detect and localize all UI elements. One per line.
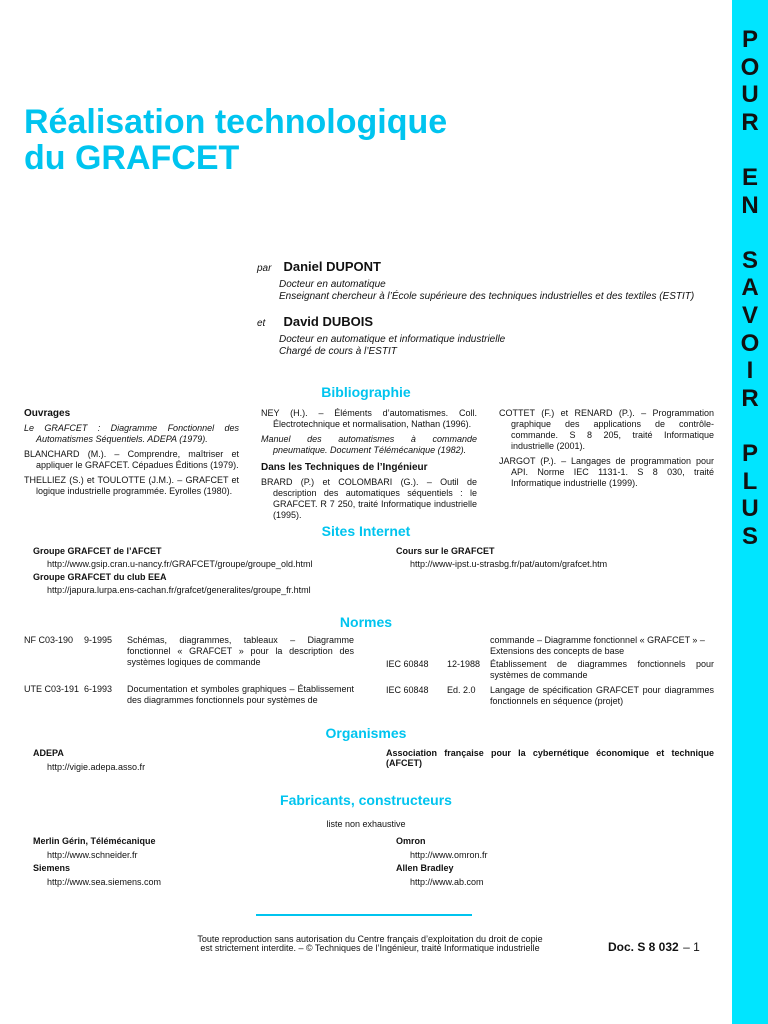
sidebar-letter: P xyxy=(741,440,758,467)
organisme-left xyxy=(33,748,363,772)
norme-text: Établissement de diagrammes fonctionnels pour systèmes de commande xyxy=(490,659,714,680)
biblio-entry: BLANCHARD (M.). – Comprendre, maîtriser et appliquer le GRAFCET. Cépadues Éditions (1979). xyxy=(24,449,239,470)
section-heading-normes: Normes xyxy=(339,614,393,630)
page-title: Réalisation technologique du GRAFCET xyxy=(24,103,448,177)
norme-code: NF C03-190 xyxy=(24,635,74,645)
norme-date: 9-1995 xyxy=(84,635,113,645)
biblio-entry: Manuel des automatismes à commande pneumatique. Document Télémécanique (1982). xyxy=(261,434,477,455)
sidebar-letter: A xyxy=(741,274,759,302)
biblio-subheading: Dans les Techniques de l’Ingénieur xyxy=(261,462,428,473)
fabricant-link[interactable]: http://www.sea.siemens.com xyxy=(47,877,162,887)
footer-copyright xyxy=(150,935,590,953)
author-desc: Docteur en automatique xyxy=(279,279,386,290)
footer-line: est strictement interdite. – © Techniques de l’Ingénieur, traité Informatique industrielle xyxy=(200,943,540,953)
author-block-1 xyxy=(257,258,717,303)
author-desc: Enseignant chercheur à l’École supérieure des techniques industrielles et des textiles (ESTIT) xyxy=(279,291,695,302)
fabricant-name: Merlin Gérin, Télémécanique xyxy=(33,836,156,846)
norme-code: UTE C03-191 xyxy=(24,684,80,694)
norme-date: Ed. 2.0 xyxy=(447,685,476,695)
norme-text: Langage de spécification GRAFCET pour diagrammes fonctionnels en séquence (projet) xyxy=(490,685,714,706)
sidebar-letter: R xyxy=(741,384,759,412)
author-block-2 xyxy=(257,313,717,358)
doc-reference xyxy=(608,938,724,956)
author-name: Daniel DUPONT xyxy=(283,259,381,274)
sites-right xyxy=(396,546,716,569)
biblio-column-2 xyxy=(261,408,477,525)
organisme-link[interactable]: http://vigie.adepa.asso.fr xyxy=(47,762,146,772)
sidebar-pour-en-savoir-plus xyxy=(732,0,768,1024)
fabricant-name: Allen Bradley xyxy=(396,863,454,873)
sidebar-letter: O xyxy=(740,53,760,81)
site-name: Groupe GRAFCET du club EEA xyxy=(33,572,167,582)
norme-text: Schémas, diagrammes, tableaux – Diagramme fonctionnel « GRAFCET » pour la description des systèmes logiques de commande xyxy=(127,635,354,667)
site-link[interactable]: http://www.gsip.cran.u-nancy.fr/GRAFCET/groupe/groupe_old.html xyxy=(47,559,313,569)
biblio-subheading: Ouvrages xyxy=(24,408,71,419)
site-name: Cours sur le GRAFCET xyxy=(396,546,495,556)
sidebar-letter: O xyxy=(740,329,760,357)
organisme-name: Association française pour la cybernétique économique et technique (AFCET) xyxy=(386,748,714,768)
fabricant-link[interactable]: http://www.schneider.fr xyxy=(47,850,138,860)
fabricants-left xyxy=(33,836,363,887)
section-heading-fabricants: Fabricants, constructeurs xyxy=(280,792,452,808)
organisme-right xyxy=(386,748,714,768)
norme-row xyxy=(24,635,354,668)
norme-row xyxy=(386,635,714,657)
author-desc: Chargé de cours à l’ESTIT xyxy=(279,346,397,357)
page-number: – 1 xyxy=(683,940,700,954)
sidebar-letter: S xyxy=(741,246,758,274)
fabricant-link[interactable]: http://www.ab.com xyxy=(410,877,484,887)
norme-row xyxy=(386,685,714,707)
doc-number: Doc. S 8 032 xyxy=(608,940,679,954)
fabricants-note: liste non exhaustive xyxy=(326,819,406,829)
fabricant-name: Omron xyxy=(396,836,426,846)
site-link[interactable]: http://www-ipst.u-strasbg.fr/pat/autom/grafcet.htm xyxy=(410,559,608,569)
biblio-column-3 xyxy=(499,408,714,493)
author-prefix: par xyxy=(257,263,272,274)
norme-text: commande – Diagramme fonctionnel « GRAFCET » – Extensions des concepts de base xyxy=(490,635,705,656)
biblio-entry: NEY (H.). – Éléments d’automatismes. Coll. Électrotechnique et normalisation, Nathan (1996). xyxy=(261,408,477,429)
sidebar-letter: R xyxy=(741,108,759,136)
fabricant-name: Siemens xyxy=(33,863,71,873)
section-heading-bibliographie: Bibliographie xyxy=(321,384,411,400)
biblio-entry: Le GRAFCET : Diagramme Fonctionnel des Automatismes Séquentiels. ADEPA (1979). xyxy=(24,423,239,444)
norme-code: IEC 60848 xyxy=(386,659,429,669)
biblio-entry: BRARD (P.) et COLOMBARI (G.). – Outil de description des automatiques séquentiels : le GRAFCET. R 7 250, traité Informatique industrielle (1995). xyxy=(261,477,477,520)
author-name: David DUBOIS xyxy=(283,314,374,329)
norme-text: Documentation et symboles graphiques – Établissement des diagrammes fonctionnels pour systèmes de xyxy=(127,684,354,705)
sidebar-letter: E xyxy=(741,164,758,191)
sidebar-letter: I xyxy=(746,357,754,385)
sidebar-letter: L xyxy=(742,467,758,495)
author-prefix: et xyxy=(257,318,266,329)
biblio-entry: COTTET (F.) et RENARD (P.). – Programmation graphique des applications de contrôle-commande. S 8 205, traité Informatique industrielle (2001). xyxy=(499,408,714,451)
biblio-entry: JARGOT (P.). – Langages de programmation pour API. Norme IEC 1131-1. S 8 030, traité Informatique industrielle (1999). xyxy=(499,456,714,488)
norme-date: 12-1988 xyxy=(447,659,481,669)
section-heading-organismes: Organismes xyxy=(325,725,407,741)
sidebar-letter: U xyxy=(741,495,759,523)
fabricant-link[interactable]: http://www.omron.fr xyxy=(410,850,488,860)
sites-left xyxy=(33,546,373,595)
biblio-column-1 xyxy=(24,408,239,501)
footer-line: Toute reproduction sans autorisation du Centre français d’exploitation du droit de copie xyxy=(197,934,543,944)
author-desc: Docteur en automatique et informatique industrielle xyxy=(279,334,506,345)
norme-row xyxy=(386,659,714,681)
sidebar-letter: S xyxy=(741,522,758,550)
norme-row xyxy=(24,684,354,706)
organisme-name: ADEPA xyxy=(33,748,64,758)
norme-code: IEC 60848 xyxy=(386,685,429,695)
fabricants-right xyxy=(396,836,716,887)
sidebar-letter: N xyxy=(741,191,759,219)
sidebar-letter: V xyxy=(741,302,758,329)
footer-divider xyxy=(256,914,472,916)
sidebar-letter: U xyxy=(741,81,759,109)
site-link[interactable]: http://japura.lurpa.ens-cachan.fr/grafcet/generalites/groupe_fr.html xyxy=(47,585,311,595)
site-name: Groupe GRAFCET de l’AFCET xyxy=(33,546,162,556)
biblio-entry: THELLIEZ (S.) et TOULOTTE (J.M.). – GRAFCET et logique industrielle programmée. Eyrolles (1980). xyxy=(24,475,239,496)
section-heading-sites: Sites Internet xyxy=(321,523,411,539)
norme-date: 6-1993 xyxy=(84,684,113,694)
sidebar-letter: P xyxy=(741,26,758,53)
